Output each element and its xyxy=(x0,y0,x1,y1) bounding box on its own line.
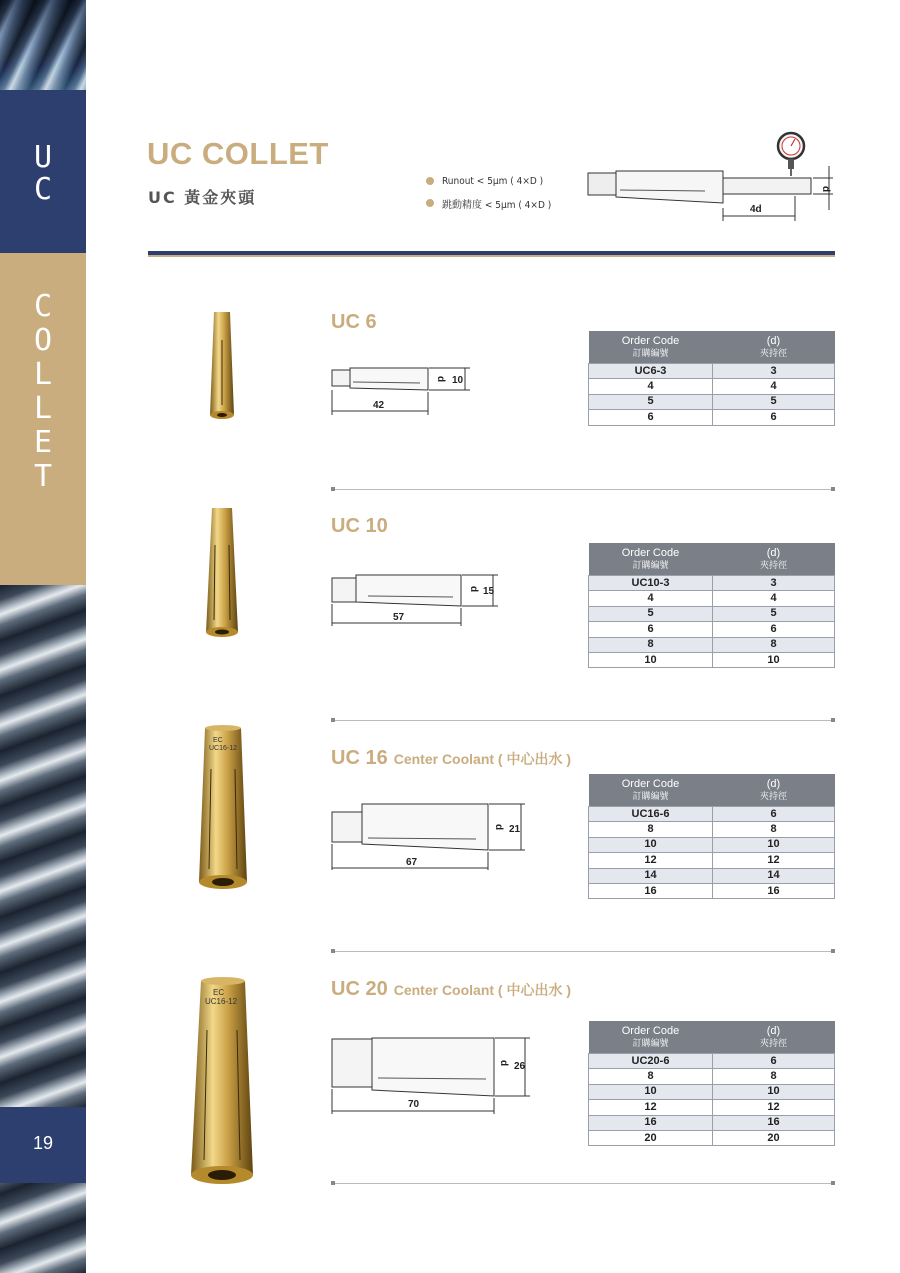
section-divider xyxy=(331,951,835,952)
table-row: 16 16 xyxy=(589,1115,835,1130)
svg-text:d: d xyxy=(820,186,831,193)
side-label-collet: C O L L E T xyxy=(33,289,53,494)
collet-photo-uc16 xyxy=(193,724,253,892)
section-subtitle: Center Coolant ( 中心出水 ) xyxy=(393,982,572,998)
table-row: 14 14 xyxy=(589,868,835,883)
dimension-drawing-uc6 xyxy=(328,360,473,418)
section-title-uc6: UC 6 xyxy=(331,311,377,333)
section-divider xyxy=(331,1183,835,1184)
table-row: 20 20 xyxy=(589,1130,835,1145)
table-row: 4 4 xyxy=(589,379,835,394)
svg-text:42: 42 xyxy=(373,400,385,411)
svg-text:UC16-12: UC16-12 xyxy=(205,997,238,1006)
table-row: 10 10 xyxy=(589,837,835,852)
table-row: 12 12 xyxy=(589,1100,835,1115)
table-row: 5 5 xyxy=(589,606,835,621)
svg-text:d: d xyxy=(468,586,479,593)
bullet-dot-icon xyxy=(426,199,434,207)
svg-text:UC16-12: UC16-12 xyxy=(209,745,238,752)
spec-bullets xyxy=(426,170,551,214)
side-label-uc: U C xyxy=(33,140,53,207)
page-number: 19 xyxy=(32,1133,54,1153)
dimension-drawing-uc16 xyxy=(328,800,528,872)
collet-photo-uc20 xyxy=(187,975,259,1187)
section-title-uc10: UC 10 xyxy=(331,515,388,537)
table-row: 12 12 xyxy=(589,853,835,868)
table-row: 8 8 xyxy=(589,637,835,652)
svg-text:d: d xyxy=(498,1060,509,1067)
svg-text:EC: EC xyxy=(213,988,225,997)
svg-text:10: 10 xyxy=(452,375,464,386)
table-row: 8 8 xyxy=(589,1069,835,1084)
table-row: UC6-3 3 xyxy=(589,364,835,379)
svg-text:EC: EC xyxy=(213,737,223,744)
header-rule xyxy=(148,251,835,257)
table-row: 16 16 xyxy=(589,883,835,898)
steel-texture-top xyxy=(0,0,86,90)
svg-text:67: 67 xyxy=(406,857,418,868)
table-row: UC16-6 6 xyxy=(589,807,835,822)
table-row: 6 6 xyxy=(589,410,835,425)
table-row: 4 4 xyxy=(589,591,835,606)
spec-table-uc20: Order Code 訂購編號 (d) 夾持徑 UC20-6 6 8 8 10 10 12 12 16 16 20 20 xyxy=(588,1021,835,1146)
dimension-drawing-uc20 xyxy=(328,1034,533,1116)
spec-table-uc10: Order Code 訂購編號 (d) 夾持徑 UC10-3 3 4 4 5 5 6 6 8 8 10 10 xyxy=(588,543,835,668)
page-subtitle: UC 黃金夾頭 xyxy=(148,188,257,207)
svg-text:70: 70 xyxy=(408,1099,420,1110)
svg-text:d: d xyxy=(493,824,504,831)
section-subtitle: Center Coolant ( 中心出水 ) xyxy=(393,751,572,767)
table-row: 8 8 xyxy=(589,822,835,837)
section-divider xyxy=(331,720,835,721)
bullet-runout-zh: 跳動精度 < 5μm ( 4×D ) xyxy=(426,192,551,214)
svg-text:15: 15 xyxy=(483,586,495,597)
side-band xyxy=(0,0,86,1273)
svg-text:21: 21 xyxy=(509,824,521,835)
dimension-drawing-uc10 xyxy=(328,570,500,628)
section-title-uc16: UC 16 Center Coolant ( 中心出水 ) xyxy=(331,747,572,769)
spec-table-uc6: Order Code 訂購編號 (d) 夾持徑 UC6-3 3 4 4 5 5 6 6 xyxy=(588,331,835,426)
table-row: 10 10 xyxy=(589,652,835,667)
runout-gauge-drawing xyxy=(585,128,835,223)
section-title-uc20: UC 20 Center Coolant ( 中心出水 ) xyxy=(331,978,572,1000)
page-title: UC COLLET xyxy=(147,136,329,171)
table-row: 5 5 xyxy=(589,394,835,409)
table-row: 10 10 xyxy=(589,1084,835,1099)
svg-text:4d: 4d xyxy=(750,204,762,215)
bullet-runout-en: Runout < 5μm ( 4×D ) xyxy=(426,170,551,192)
svg-text:d: d xyxy=(435,376,446,383)
spec-table-uc16: Order Code 訂購編號 (d) 夾持徑 UC16-6 6 8 8 10 10 12 12 14 14 16 16 xyxy=(588,774,835,899)
table-row: 6 6 xyxy=(589,622,835,637)
table-row: UC10-3 3 xyxy=(589,576,835,591)
svg-text:26: 26 xyxy=(514,1061,526,1072)
section-divider xyxy=(331,489,835,490)
bullet-dot-icon xyxy=(426,177,434,185)
svg-text:57: 57 xyxy=(393,612,405,623)
collet-photo-uc10 xyxy=(199,505,245,640)
table-row: UC20-6 6 xyxy=(589,1054,835,1069)
collet-photo-uc6 xyxy=(203,310,241,422)
